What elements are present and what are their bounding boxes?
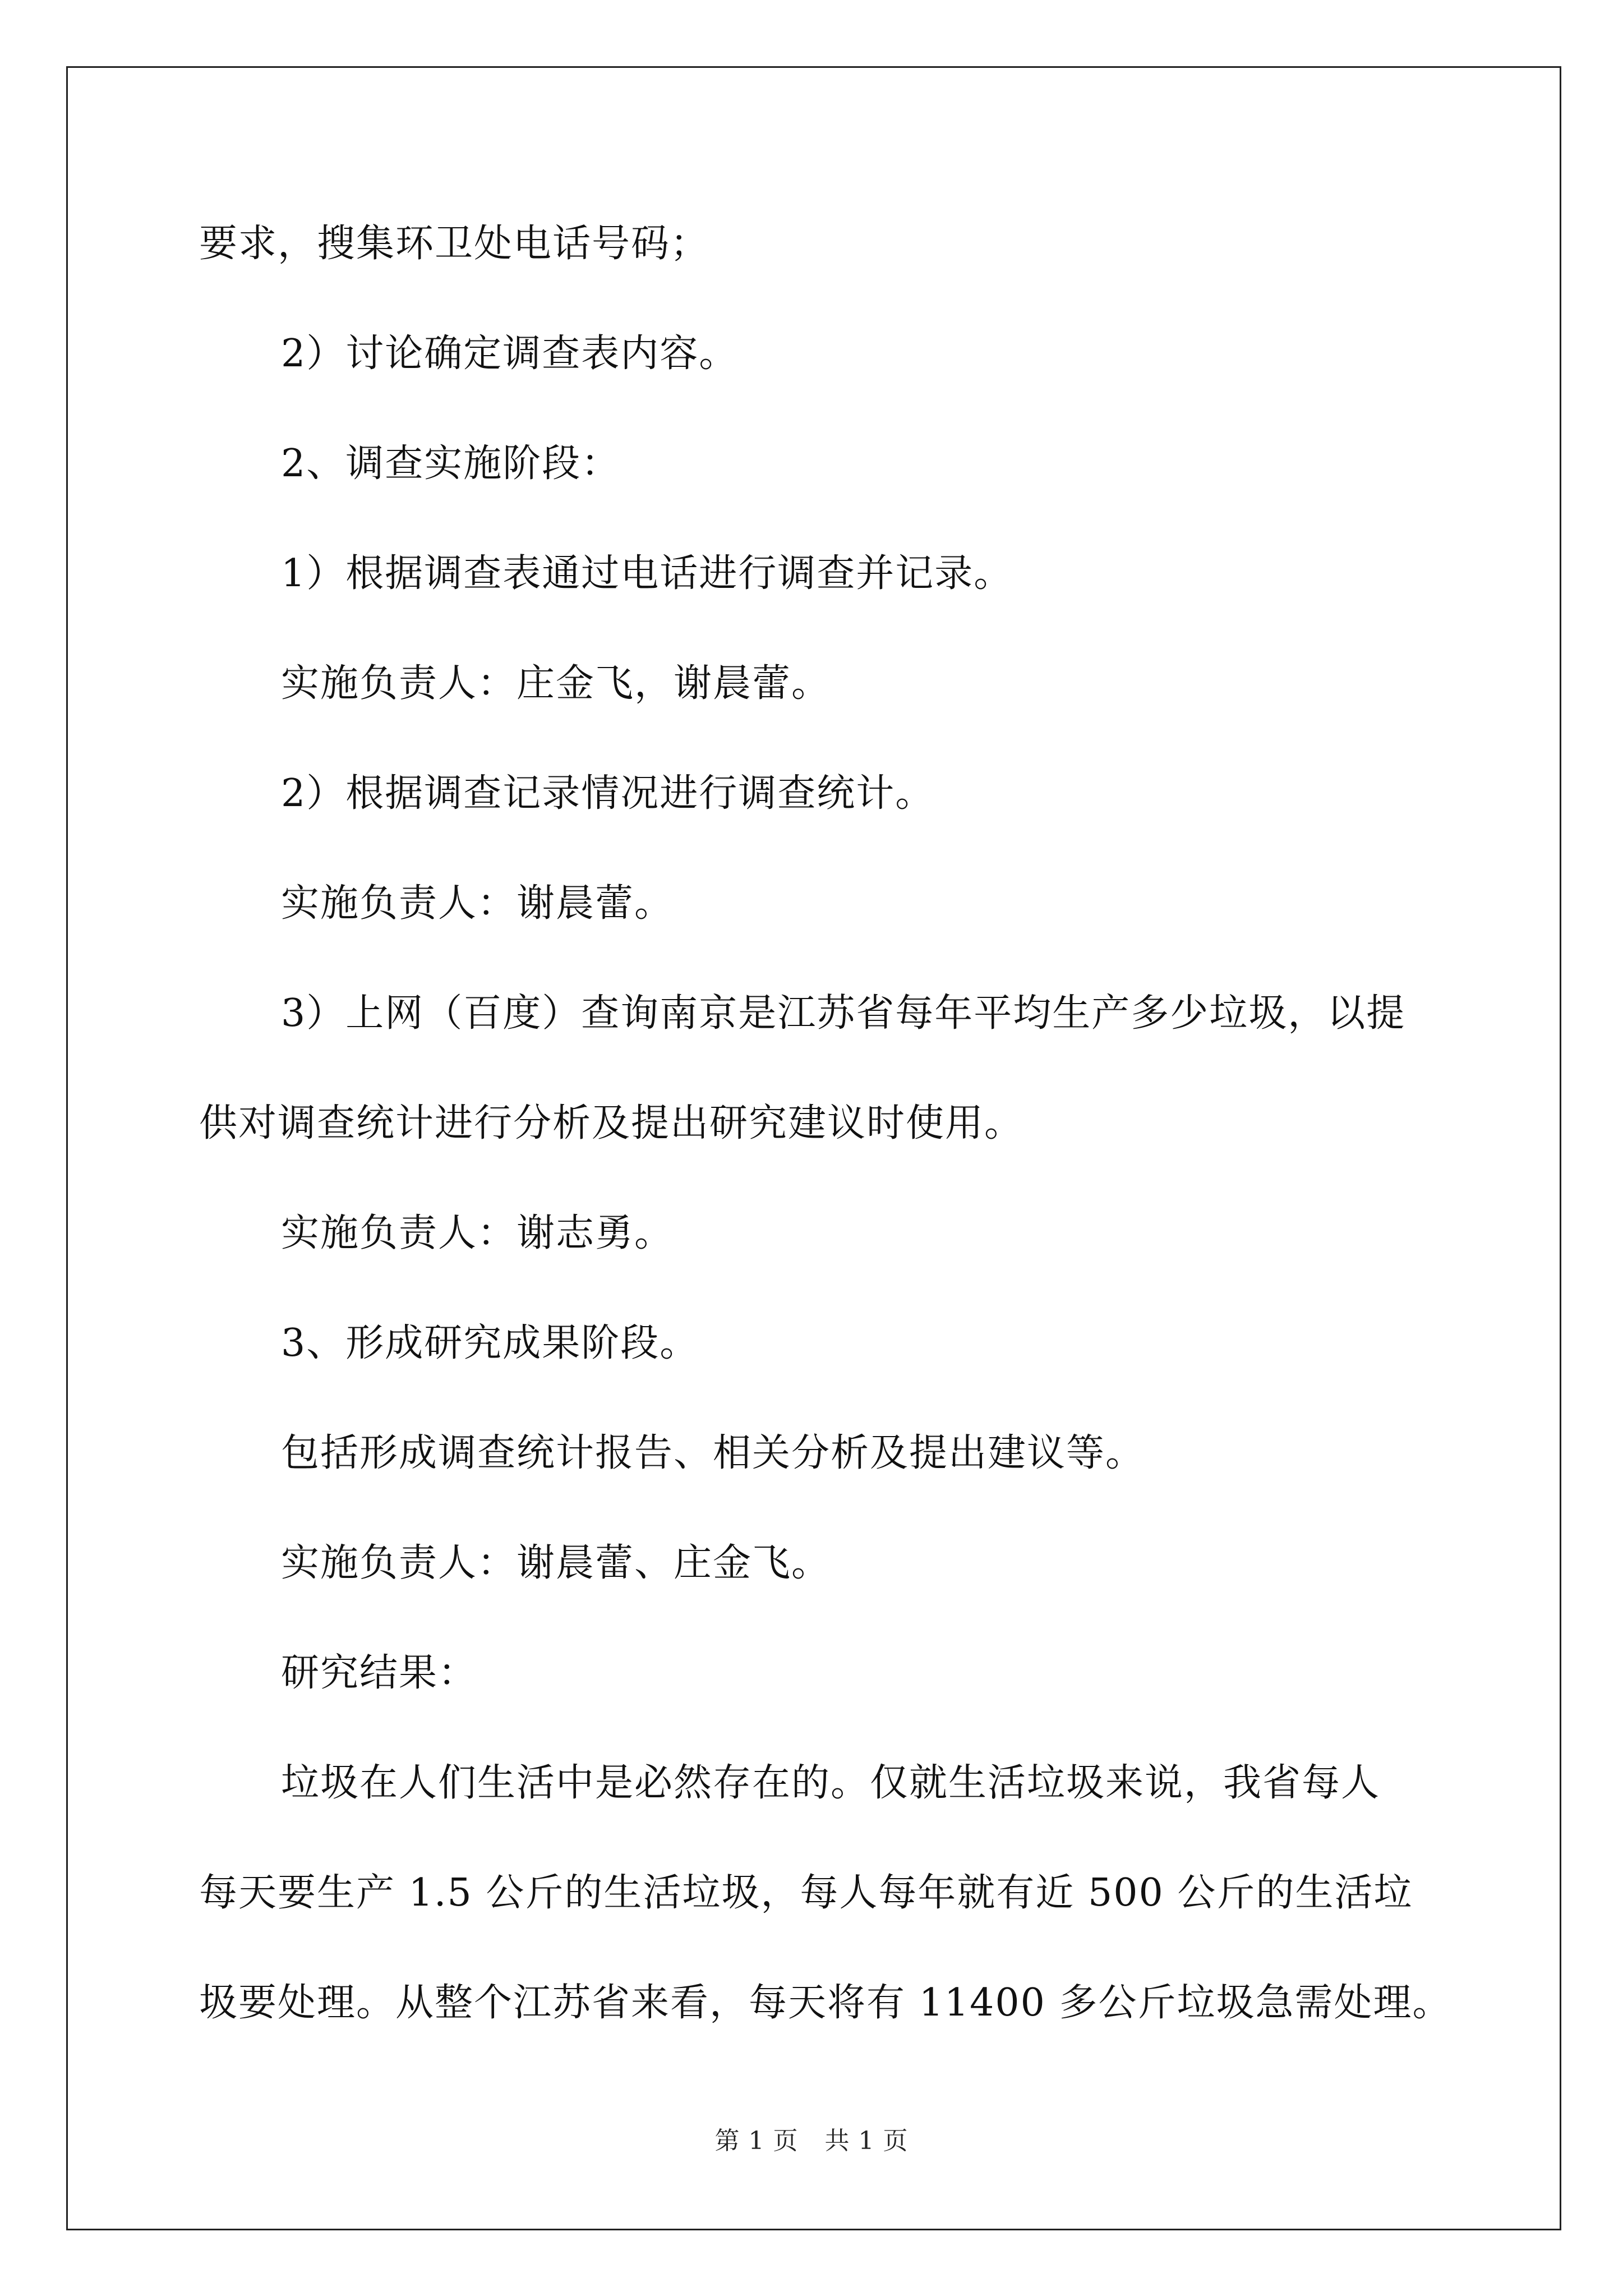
- paragraph-line: 3、形成研究成果阶段。: [281, 1321, 699, 1365]
- paragraph-line: 包括形成调查统计报告、相关分析及提出建议等。: [281, 1431, 1145, 1475]
- paragraph-line: 2）讨论确定调查表内容。: [281, 332, 739, 376]
- paragraph-line: 1）根据调查表通过电话进行调查并记录。: [281, 551, 1013, 596]
- paragraph-line: 实施负责人：谢晨蕾。: [281, 881, 674, 926]
- paragraph-line: 圾要处理。从整个江苏省来看，每天将有 11400 多公斤垃圾急需处理。: [199, 1981, 1452, 2025]
- paragraph-line: 供对调查统计进行分析及提出研究建议时使用。: [199, 1101, 1024, 1145]
- paragraph-line: 3）上网（百度）查询南京是江苏省每年平均生产多少垃圾，以提: [281, 991, 1406, 1036]
- paragraph-line: 实施负责人：谢晨蕾、庄金飞。: [281, 1541, 831, 1585]
- paragraph-line: 垃圾在人们生活中是必然存在的。仅就生活垃圾来说，我省每人: [281, 1761, 1381, 1805]
- page-number-current: 第 1 页: [714, 2127, 799, 2155]
- paragraph-line: 2）根据调查记录情况进行调查统计。: [281, 771, 935, 816]
- paragraph-line: 研究结果：: [281, 1651, 478, 1695]
- page-footer: [0, 2120, 1623, 2156]
- paragraph-line: 要求，搜集环卫处电话号码；: [199, 222, 710, 266]
- paragraph-line: 2、调查实施阶段：: [281, 441, 621, 486]
- paragraph-line: 每天要生产 1.5 公斤的生活垃圾，每人每年就有近 500 公斤的生活垃: [199, 1871, 1413, 1915]
- page-number-total: 共 1 页: [824, 2127, 909, 2155]
- paragraph-line: 实施负责人：谢志勇。: [281, 1211, 674, 1255]
- paragraph-line: 实施负责人：庄金飞，谢晨蕾。: [281, 661, 831, 706]
